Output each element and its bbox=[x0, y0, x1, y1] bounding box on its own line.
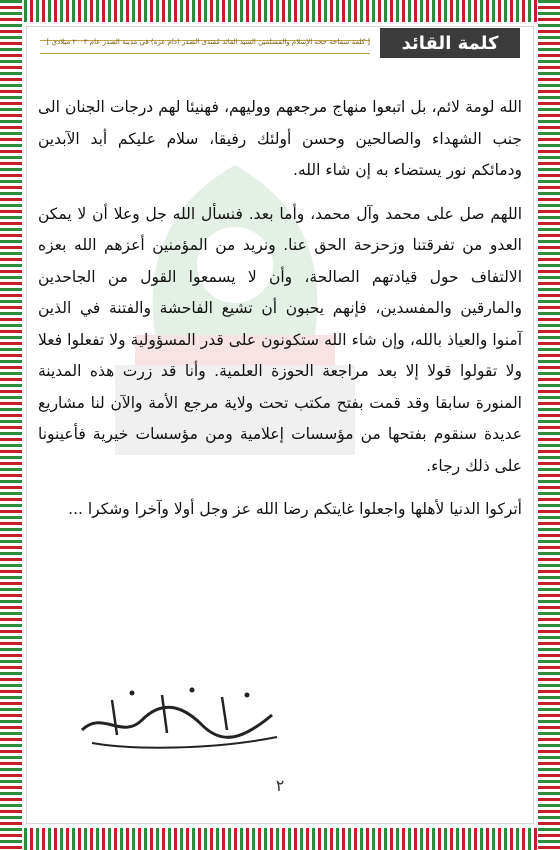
paragraph-2: اللهم صل على محمد وآل محمد، وأما بعد. فنسأل الله جل وعلا أن لا يمكن العدو من تفرقتنا وزحزحة الحق عنا. ونريد من المؤمنين أعزهم الله بعزه الالتفاف حول قيادتهم الصالحة، وأن لا يسمعوا القول من الجاحدين والمارقين والمفسدين، فإنهم يحبون أن تشيع الفاحشة والفتنة في الذين آمنوا والعياذ بالله، وإن شاء الله ستكونون على قدر المسؤولية ولا تفعلوا فعلا ولا تقولوا قولا إلا بعد مراجعة الحوزة العلمية. وأنا قد زرت هذه المدينة المنورة سابقا وقد قمت بفتح مكتب تحت ولاية مرجع الأمة والآن لنا مشاريع عديدة سنقوم بفتحها من مؤسسات إعلامية ومن مؤسسات خيرية فأعينونا على ذلك رجاء. bbox=[38, 204, 522, 475]
decorative-border-top bbox=[0, 0, 560, 22]
signature-calligraphy bbox=[72, 675, 292, 755]
decorative-border-left bbox=[0, 0, 22, 850]
page-number: ٢ bbox=[275, 776, 285, 795]
decorative-border-right bbox=[538, 0, 560, 850]
header-subtitle: [ كلمة سماحة حجة الإسلام والمسلمين السيد القائد مُقتدى الصَدر (دام عزه) في مدينة الصدر عام ٢٠٠٣ ميلادي ] bbox=[46, 38, 370, 46]
paragraph-1: الله لومة لائم، بل اتبعوا منهاج مرجعهم ووليهم، فهنيئا لهم درجات الجنان الى جنب الشهداء والصالحين وحسن أولئك رفيقا، سلام عليكم أبد الآبدين ودمائكم نور يستضاء به إن شاء الله. bbox=[38, 98, 522, 179]
decorative-border-bottom bbox=[0, 828, 560, 850]
header-title: كلمة القائد bbox=[380, 28, 520, 58]
paragraph-3: أتركوا الدنيا لأهلها واجعلوا غايتكم رضا الله عز وجل أولا وآخرا وشكرا ... bbox=[68, 500, 522, 518]
page-header bbox=[40, 28, 520, 62]
article-body bbox=[38, 92, 522, 538]
